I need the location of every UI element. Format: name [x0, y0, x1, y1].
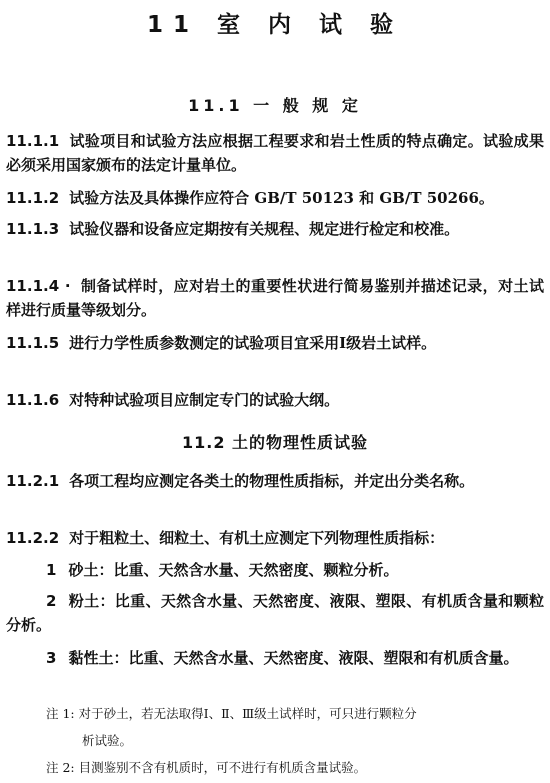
clause-number: 11.1.3: [6, 220, 60, 238]
clause-number: 11.2.1: [6, 472, 60, 490]
sub-item-number: 2: [46, 592, 57, 610]
clause-11-2-1: [6, 469, 544, 493]
note-1: [46, 703, 546, 725]
sub-item-text: 砂土：比重、天然含水量、天然密度、颗粒分析。: [68, 561, 399, 579]
note-1-continuation: 析试验。: [82, 733, 133, 748]
note-text: 对于砂土，若无法取得Ⅰ、Ⅱ、Ⅲ级土试样时，可只进行颗粒分: [78, 706, 417, 721]
clause-11-1-5: [6, 331, 544, 355]
sub-item-3: [6, 646, 544, 670]
clause-text: 进行力学性质参数测定的试验项目宜采用Ⅰ级岩土试样。: [69, 334, 437, 352]
clause-text: 试验项目和试验方法应根据工程要求和岩土性质的特点确定。试验成果必须采用国家颁布的法定计量单位。: [6, 132, 544, 174]
clause-11-1-4: [6, 274, 544, 322]
section-title-11-1: 11.1 一 般 规 定: [188, 96, 362, 115]
clause-number: 11.1.4 ·: [6, 277, 71, 295]
clause-11-1-2: [6, 186, 544, 210]
note-2: [46, 757, 546, 779]
clause-number: 11.1.2: [6, 189, 60, 207]
clause-11-1-3: [6, 217, 544, 241]
note-text: 目测鉴别不含有机质时，可不进行有机质含量试验。: [78, 760, 367, 775]
section-title-11-2: 11.2 土的物理性质试验: [181, 433, 369, 452]
clause-number: 11.1.6: [6, 391, 60, 409]
sub-item-number: 3: [46, 649, 57, 667]
sub-item-2: [6, 589, 544, 637]
note-label: 注 1:: [46, 706, 75, 721]
clause-11-2-2: [6, 526, 544, 550]
sub-item-text: 黏性土：比重、天然含水量、天然密度、液限、塑限和有机质含量。: [68, 649, 519, 667]
clause-number: 11.1.5: [6, 334, 60, 352]
sub-item-1: [46, 558, 544, 582]
clause-text: 各项工程均应测定各类土的物理性质指标，并定出分类名称。: [69, 472, 475, 490]
clause-text: 试验仪器和设备应定期按有关规程、规定进行检定和校准。: [69, 220, 460, 238]
clause-text: 对于粗粒土、细粒土、有机土应测定下列物理性质指标：: [69, 529, 445, 547]
clause-number: 11.2.2: [6, 529, 60, 547]
clause-text: 对特种试验项目应制定专门的试验大纲。: [69, 391, 340, 409]
clause-text: 制备试样时，应对岩土的重要性状进行简易鉴别并描述记录，对土试样进行质量等级划分。: [6, 277, 544, 319]
clause-number: 11.1.1: [6, 132, 60, 150]
sub-item-number: 1: [46, 561, 57, 579]
sub-item-text: 粉土：比重、天然含水量、天然密度、液限、塑限、有机质含量和颗粒分析。: [6, 592, 544, 634]
clause-text: 试验方法及具体操作应符合 GB/T 50123 和 GB/T 50266。: [69, 189, 494, 207]
chapter-title: 11 室 内 试 验: [146, 12, 404, 38]
clause-11-1-1: [6, 129, 544, 177]
clause-11-1-6: [6, 388, 544, 412]
note-label: 注 2:: [46, 760, 75, 775]
